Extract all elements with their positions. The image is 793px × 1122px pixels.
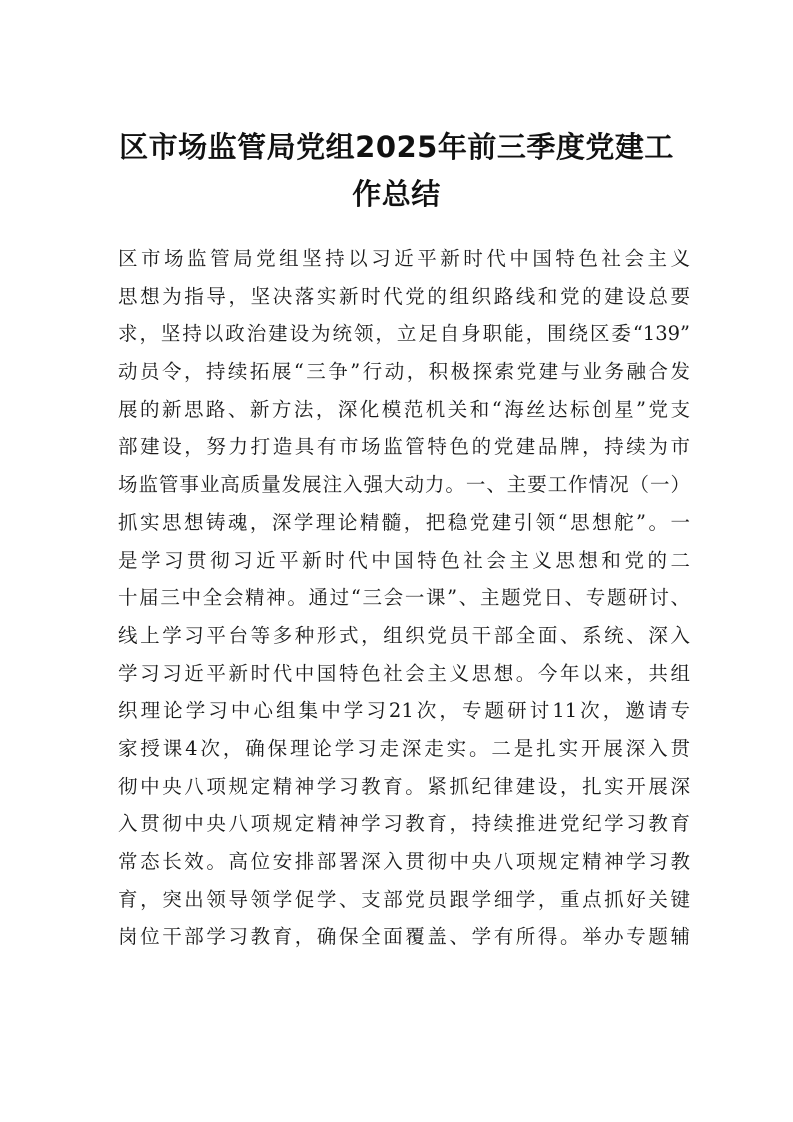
- document-title: [110, 124, 683, 218]
- body-line: 织理论学习中心组集中学习21次，专题研讨11次，邀请专: [118, 699, 690, 723]
- body-line: 十届三中全会精神。通过“三会一课”、主题党日、专题研讨、: [118, 586, 690, 610]
- document-body: [118, 240, 690, 956]
- body-line: 部建设，努力打造具有市场监管特色的党建品牌，持续为市: [118, 435, 690, 459]
- body-line: 动员令，持续拓展“三争”行动，积极探索党建与业务融合发: [118, 360, 690, 384]
- body-line: 区市场监管局党组坚持以习近平新时代中国特色社会主义: [118, 247, 690, 270]
- body-line: 常态长效。高位安排部署深入贯彻中央八项规定精神学习教: [118, 850, 690, 873]
- body-line: 展的新思路、新方法，深化模范机关和“海丝达标创星”党支: [118, 397, 690, 421]
- body-line: 是学习贯彻习近平新时代中国特色社会主义思想和党的二: [118, 548, 690, 572]
- body-line: 学习习近平新时代中国特色社会主义思想。今年以来，共组: [118, 661, 690, 685]
- body-line: 场监管事业高质量发展注入强大动力。一、主要工作情况（一）: [118, 473, 690, 497]
- body-line: 家授课4次，确保理论学习走深走实。二是扎实开展深入贯: [118, 736, 690, 760]
- body-line: 育，突出领导领学促学、支部党员跟学细学，重点抓好关键: [118, 887, 690, 911]
- title-line: 区市场监管局党组2025年前三季度党建工: [119, 130, 674, 164]
- body-line: 求，坚持以政治建设为统领，立足自身职能，围绕区委“139”: [118, 322, 690, 346]
- body-line: 线上学习平台等多种形式，组织党员干部全面、系统、深入: [118, 623, 690, 647]
- body-line: 入贯彻中央八项规定精神学习教育，持续推进党纪学习教育: [118, 812, 690, 836]
- title-line: 作总结: [352, 177, 441, 211]
- body-line: 思想为指导，坚决落实新时代党的组织路线和党的建设总要: [118, 284, 690, 308]
- body-line: 抓实思想铸魂，深学理论精髓，把稳党建引领“思想舵”。一: [118, 510, 690, 534]
- body-line: 彻中央八项规定精神学习教育。紧抓纪律建设，扎实开展深: [118, 774, 690, 798]
- body-line: 岗位干部学习教育，确保全面覆盖、学有所得。举办专题辅: [118, 925, 690, 949]
